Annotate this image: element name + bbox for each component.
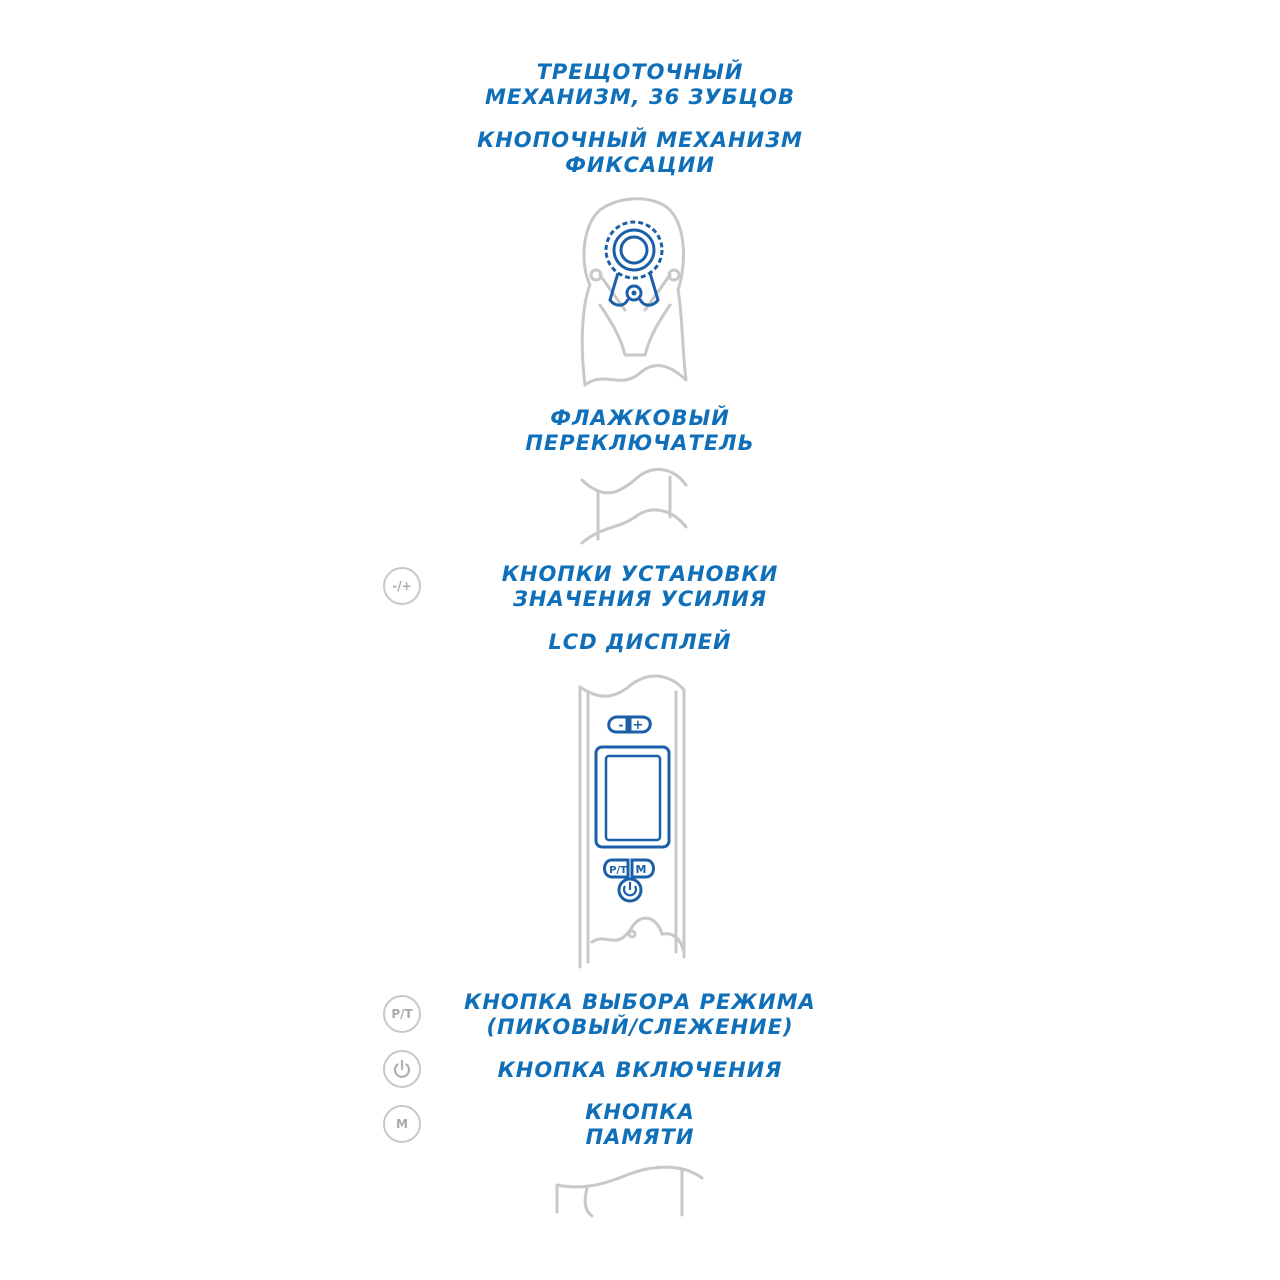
label-power-button: КНОПКА ВКЛЮЧЕНИЯ [497, 1058, 783, 1082]
label-reversing-switch: ФЛАЖКОВЫЙ ПЕРЕКЛЮЧАТЕЛЬ [525, 406, 755, 455]
device-power-icon [619, 879, 641, 901]
pt-button-label: P/T [609, 865, 627, 876]
wrench-head-figure [570, 195, 700, 400]
m-icon: M [383, 1105, 421, 1143]
label-mode-button: КНОПКА ВЫБОРА РЕЖИМА (ПИКОВЫЙ/СЛЕЖЕНИЕ) [464, 990, 816, 1039]
label-lock-mechanism: КНОПОЧНЫЙ МЕХАНИЗМ ФИКСАЦИИ [477, 128, 803, 177]
handle-section-figure [578, 465, 693, 547]
label-lcd-display: LCD ДИСПЛЕЙ [548, 630, 732, 654]
lcd-screen [606, 756, 660, 840]
label-setting-buttons: КНОПКИ УСТАНОВКИ ЗНАЧЕНИЯ УСИЛИЯ [501, 562, 779, 611]
plus-button-label: + [632, 718, 644, 733]
label-ratchet-mechanism: ТРЕЩОТОЧНЫЙ МЕХАНИЗМ, 36 ЗУБЦОВ [485, 60, 795, 109]
plus-minus-icon: -/+ [383, 567, 421, 605]
m-button-label: M [635, 863, 647, 876]
plus-minus-rocker [609, 717, 651, 732]
handle-end-figure [552, 1160, 707, 1220]
label-memory-button: КНОПКА ПАМЯТИ [585, 1100, 695, 1149]
handle-lcd-figure [572, 672, 697, 977]
pt-icon: P/T [383, 995, 421, 1033]
minus-button-label: - [618, 718, 624, 732]
